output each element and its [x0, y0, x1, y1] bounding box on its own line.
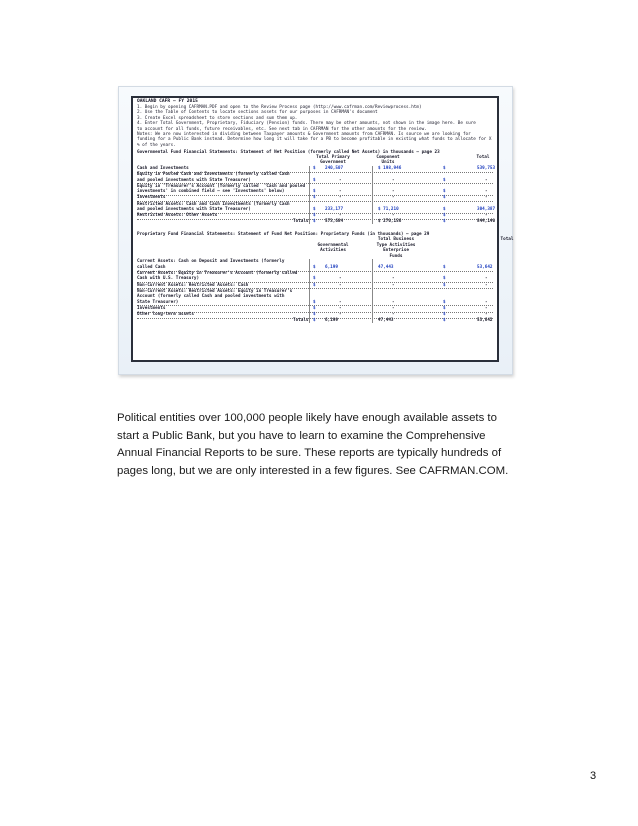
- row-label: Current Assets: Cash on Deposit and Investments (formerly called Cash: [137, 259, 285, 270]
- dollar-sign: $: [313, 195, 316, 201]
- column-rule: [309, 259, 310, 323]
- value-cell: -: [339, 305, 342, 311]
- value-cell: -: [392, 282, 395, 288]
- value-cell: -: [339, 282, 342, 288]
- dollar-sign: $: [443, 282, 446, 288]
- dollar-sign: $: [313, 213, 316, 219]
- spreadsheet-screenshot: [131, 96, 514, 362]
- dollar-sign: $: [313, 189, 316, 195]
- value-cell: -: [339, 213, 342, 219]
- value-cell: 240,507: [325, 166, 344, 171]
- value-cell: -: [392, 213, 395, 219]
- totals-value: $ 270,156: [378, 219, 402, 225]
- value-cell: -: [339, 195, 342, 201]
- page-number: 3: [590, 770, 597, 782]
- dollar-sign: $: [313, 276, 316, 282]
- totals-value: 573,684: [325, 219, 344, 225]
- totals-value: 47,443: [378, 318, 394, 324]
- instruction-line: 2. Use the Table of Contents to locate sections assets for our purposes in CAFRMAN's document: [137, 110, 378, 116]
- value-cell: -: [485, 305, 488, 311]
- section-title: Governmental Fund Financial Statements: Statement of Net Position (formerly called Net Assets) in thousands – page 23: [137, 150, 440, 155]
- dollar-sign: $: [313, 299, 316, 305]
- row-label: Cash and Investments: [137, 166, 189, 171]
- row-label: Restricted Assets: Other Assets: [137, 213, 218, 219]
- value-cell: -: [392, 189, 395, 195]
- dollar-sign: $: [443, 177, 446, 183]
- dollar-sign: $: [443, 195, 446, 201]
- value-cell: -: [485, 282, 488, 288]
- value-cell: $ 71,210: [378, 207, 399, 212]
- value-cell: 233,177: [325, 207, 344, 212]
- dollar-sign: $: [443, 305, 446, 311]
- dollar-sign: $: [313, 282, 316, 288]
- column-header: Governmental Activities: [317, 242, 349, 254]
- row-label: Equity in Pooled Cash and Investments (formerly called Cash and pooled investments with State Treasurer): [137, 172, 290, 183]
- value-cell: 539,753: [477, 166, 496, 171]
- row-label: Non-Current Assets: Restricted Assets: Cash: [137, 282, 249, 288]
- row-label: Non-Current Assets: Restricted Assets: Equity in Treasurer's Account (formerly called Cash and pooled investments with State Treasurer): [137, 288, 293, 305]
- column-rule: [372, 259, 373, 323]
- column-rule: [309, 166, 310, 224]
- totals-label: Totals: [293, 318, 309, 324]
- value-cell: -: [485, 276, 488, 282]
- column-header: Total: [476, 155, 490, 160]
- value-cell: -: [392, 195, 395, 201]
- value-cell: -: [392, 177, 395, 183]
- dollar-sign: $: [443, 276, 446, 282]
- dollar-sign: $: [443, 213, 446, 219]
- value-cell: 53,642: [477, 264, 493, 270]
- dollar-sign: $: [313, 318, 316, 324]
- instruction-line: Notes: We are now interested in dividing between Taxpayer amounts & Government amounts from CAFRMAN. Is source we are looking for: [137, 132, 471, 137]
- column-rule: [372, 166, 373, 224]
- dollar-sign: $: [443, 219, 446, 225]
- value-cell: -: [485, 312, 488, 317]
- value-cell: -: [392, 312, 395, 317]
- column-header: Total Business Type Activities Enterprise Funds: [376, 237, 416, 259]
- totals-value: 844,140: [477, 219, 496, 225]
- instruction-line: 4. Enter Total Government, Proprietary, Fiduciary (Pension) funds. There may be other amounts, not shown in the image here. Be sure: [137, 121, 476, 127]
- column-header: Total: [500, 237, 514, 243]
- dollar-sign: $: [443, 207, 446, 212]
- dollar-sign: $: [443, 312, 446, 317]
- instruction-line: to account for all funds, future receivables, etc. See next tab in CAFRMAN for the other amounts for the review.: [137, 126, 427, 132]
- dollar-sign: $: [313, 177, 316, 183]
- value-cell: -: [485, 299, 488, 305]
- value-cell: $ 198,946: [378, 166, 402, 171]
- value-cell: -: [339, 177, 342, 183]
- value-cell: -: [485, 195, 488, 201]
- row-label: Investments: [137, 305, 166, 311]
- row-label: Other long-term assets: [137, 312, 194, 317]
- instruction-line: 3. Create Excel spreadsheet to store sections and sum them up.: [137, 115, 298, 121]
- column-header: Component Units: [376, 155, 400, 166]
- totals-value: 6,199: [325, 318, 338, 324]
- row-label: Investments: [137, 195, 166, 201]
- row-label: Current Assets: Equity in Treasurer's Account (formerly called Cash with U.S. Treasury): [137, 271, 298, 282]
- value-cell: -: [392, 299, 395, 305]
- value-cell: -: [485, 189, 488, 195]
- totals-value: 53,642: [477, 318, 493, 324]
- dollar-sign: $: [313, 264, 316, 270]
- value-cell: -: [485, 177, 488, 183]
- slide-image: [118, 86, 513, 375]
- value-cell: 47,443: [378, 264, 394, 270]
- section-title: Proprietary Fund Financial Statements: Statement of Fund Net Position: Proprietary Funds (in thousands) – page 29: [137, 232, 430, 238]
- dollar-sign: $: [313, 207, 316, 212]
- value-cell: -: [392, 305, 395, 311]
- instruction-line: 1. Begin by opening CAFRMAN.PDF and open to the Review Process page (http://www.cafrman.com/Reviewprocess.htm): [137, 105, 422, 110]
- dollar-sign: $: [313, 312, 316, 317]
- sheet-title: OAKLAND CAFR – FY 2015: [137, 99, 198, 104]
- totals-label: Totals: [293, 219, 309, 225]
- dollar-sign: $: [443, 166, 446, 171]
- body-paragraph: Political entities over 100,000 people likely have enough available assets to start a Public Bank, but you have to learn to examine the Comprehensive Annual Financial Reports to be sure. These reports are typically hundreds of pages long, but we are only interested in a few figures. See CAFRMAN.COM.: [117, 412, 509, 477]
- value-cell: -: [339, 276, 342, 282]
- value-cell: -: [392, 276, 395, 282]
- row-label: Equity in 'Treasurer's Account (formerly called 'Cash and pooled investments' in combined field – see 'Investments' below): [137, 183, 306, 195]
- value-cell: -: [339, 299, 342, 305]
- row-label: Restricted Assets: Cash and Cash Investments (formerly Cash and pooled investments with State Treasurer): [137, 201, 290, 212]
- dollar-sign: $: [313, 219, 316, 225]
- dollar-sign: $: [443, 299, 446, 305]
- dollar-sign: $: [443, 318, 446, 324]
- dollar-sign: $: [443, 264, 446, 270]
- column-header: Total Primary Government: [316, 155, 350, 166]
- dollar-sign: $: [313, 166, 316, 171]
- dollar-sign: $: [313, 305, 316, 311]
- instruction-line: funding for a Public Bank instead. Determine how long it will take for a PB to become profitable in existing what funds to allocate for X: [137, 137, 492, 143]
- value-cell: 304,387: [477, 207, 496, 212]
- dollar-sign: $: [443, 189, 446, 195]
- value-cell: -: [339, 189, 342, 195]
- value-cell: 6,199: [325, 264, 338, 270]
- instruction-line: % of the years.: [137, 142, 176, 148]
- value-cell: -: [485, 213, 488, 219]
- value-cell: -: [339, 312, 342, 317]
